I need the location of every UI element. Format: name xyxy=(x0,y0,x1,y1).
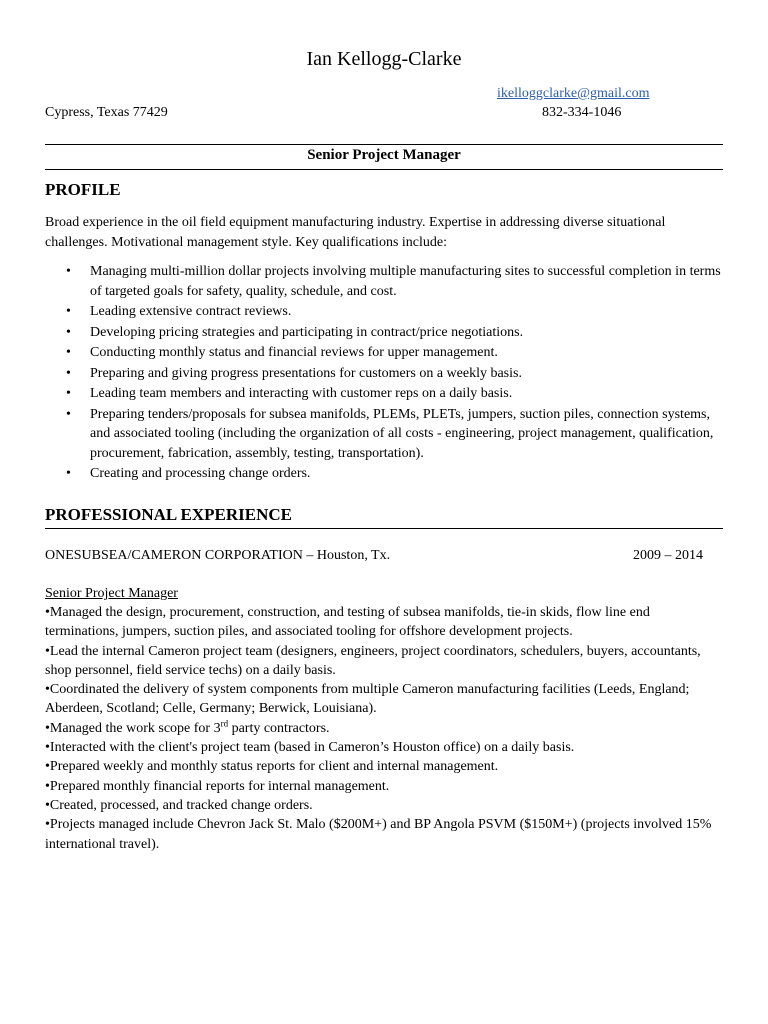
phone-number: 832-334-1046 xyxy=(542,105,622,120)
duty-item: •Prepared monthly financial reports for internal management. xyxy=(45,778,390,794)
duty-item: •Lead the internal Cameron project team (designers, engineers, project coordinators, schedulers, buyers, accountants, shop personnel, field service techs) on a daily basis. xyxy=(45,643,701,678)
profile-summary: Broad experience in the oil field equipment manufacturing industry. Expertise in addressing diverse situational challenges. Motivational management style. Key qualifications include: xyxy=(45,215,666,250)
company-name: ONESUBSEA/CAMERON CORPORATION – Houston, Tx. xyxy=(45,548,391,563)
email-link[interactable]: ikelloggclarke@gmail.com xyxy=(497,86,650,101)
list-item: • Managing multi-million dollar projects involving multiple manufacturing sites to successful completion in terms of targeted goals for safety, quality, schedule, and cost. xyxy=(45,262,725,301)
profile-heading: PROFILE xyxy=(45,180,121,199)
duty-item: •Created, processed, and tracked change orders. xyxy=(45,797,313,813)
list-item: • Creating and processing change orders. xyxy=(45,464,725,484)
duty-item: •Coordinated the delivery of system components from multiple Cameron manufacturing facilities (Leeds, England; Aberdeen, Scotland; Celle, Germany; Berwick, Louisiana). xyxy=(45,682,690,717)
list-item: • Leading team members and interacting with customer reps on a daily basis. xyxy=(45,384,725,404)
job-duties xyxy=(45,603,725,854)
employment-years: 2009 – 2014 xyxy=(633,548,703,563)
experience-rule xyxy=(45,528,723,529)
candidate-name: Ian Kellogg-Clarke xyxy=(306,48,462,70)
duty-item xyxy=(45,719,725,738)
experience-heading: PROFESSIONAL EXPERIENCE xyxy=(45,505,293,524)
ordinal-suffix: rd xyxy=(220,718,229,729)
list-item: • Developing pricing strategies and participating in contract/price negotiations. xyxy=(45,323,725,343)
duty-item: •Prepared weekly and monthly status reports for client and internal management. xyxy=(45,759,499,775)
target-role-title: Senior Project Manager xyxy=(307,147,461,163)
duty-item: •Managed the design, procurement, construction, and testing of subsea manifolds, tie-in skids, flow line end terminations, jumpers, suction piles, and associated tooling for offshore development projects. xyxy=(45,605,650,640)
duty-item: •Projects managed include Chevron Jack St. Malo ($200M+) and BP Angola PSVM ($150M+) (projects involved 15% international travel). xyxy=(45,817,712,852)
duty-text: •Managed the work scope for 3 xyxy=(45,720,221,736)
duty-item: •Interacted with the client's project team (based in Cameron’s Houston office) on a daily basis. xyxy=(45,740,575,756)
title-top-rule xyxy=(45,144,723,145)
location-text: Cypress, Texas 77429 xyxy=(45,105,168,120)
qualifications-list xyxy=(45,262,725,485)
title-bottom-rule xyxy=(45,169,723,170)
list-item: • Leading extensive contract reviews. xyxy=(45,302,725,322)
list-item: • Preparing and giving progress presentations for customers on a weekly basis. xyxy=(45,364,725,384)
job-title: Senior Project Manager xyxy=(45,586,178,601)
list-item: • Conducting monthly status and financial reviews for upper management. xyxy=(45,343,725,363)
list-item: • Preparing tenders/proposals for subsea manifolds, PLEMs, PLETs, jumpers, suction piles, connection systems, and associated tooling (including the organization of all costs - engineering, project management, qualification, procurement, fabrication, assembly, testing, transportation). xyxy=(45,405,725,464)
duty-text: party contractors. xyxy=(228,720,330,736)
